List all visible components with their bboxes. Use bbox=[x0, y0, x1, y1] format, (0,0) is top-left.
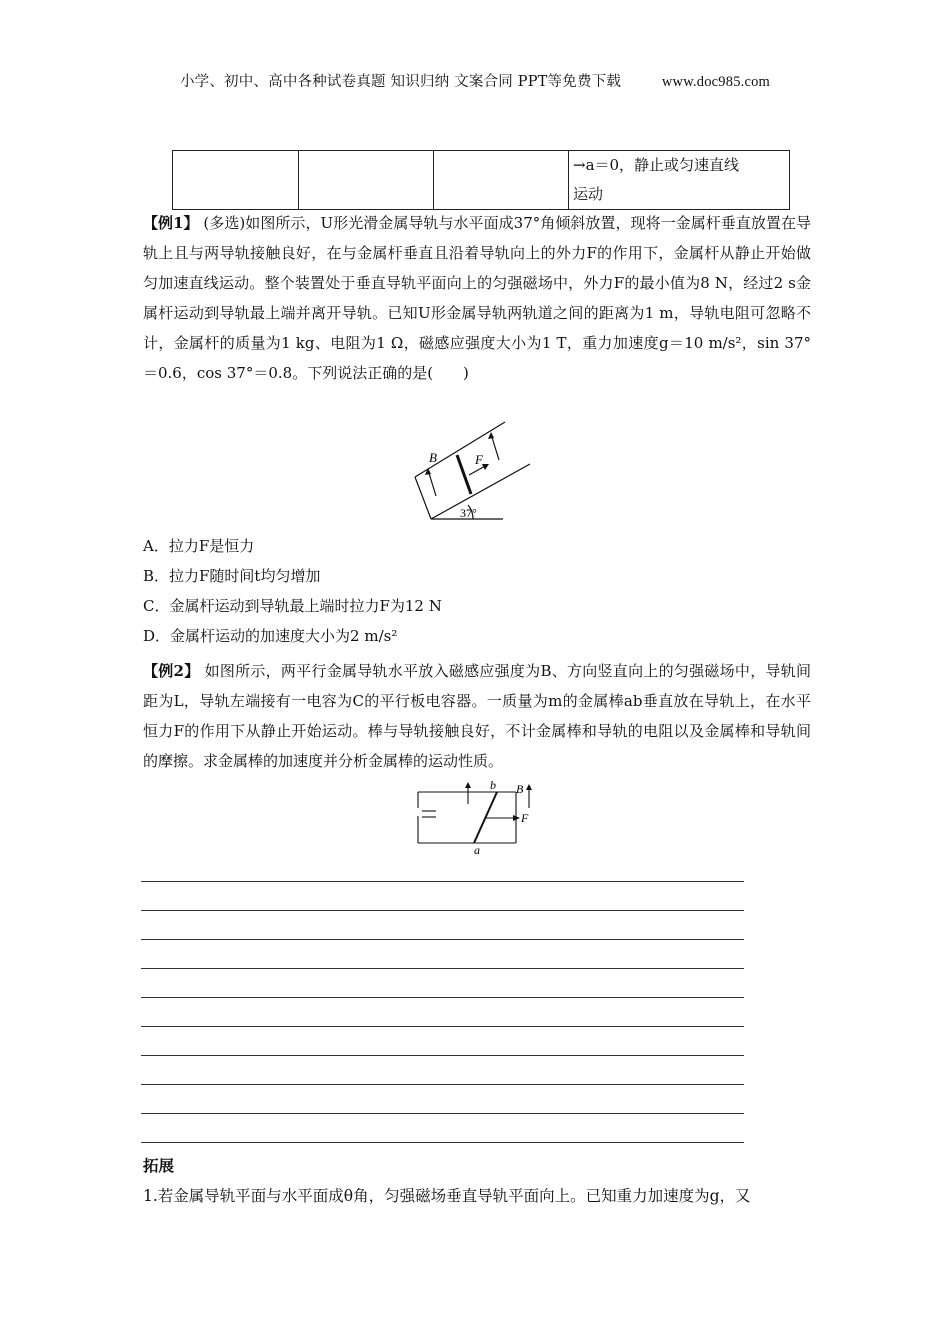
label-force: F bbox=[521, 811, 529, 825]
example1-question bbox=[143, 208, 811, 388]
angle-label: 37° bbox=[460, 506, 477, 520]
answer-line bbox=[141, 910, 744, 911]
label-b-field: B bbox=[516, 782, 524, 796]
cell-line-2: 运动 bbox=[573, 185, 604, 203]
extension-title: 拓展 bbox=[143, 1156, 175, 1175]
table-cell bbox=[434, 151, 569, 210]
example1-figure bbox=[405, 412, 540, 527]
answer-line bbox=[141, 1142, 744, 1143]
label-b: B bbox=[429, 450, 437, 465]
header-text: 小学、初中、高中各种试卷真题 知识归纳 文案合同 PPT等免费下载 bbox=[179, 74, 622, 90]
option-b: B．拉力F随时间t均匀增加 bbox=[143, 567, 321, 585]
example2-figure bbox=[412, 778, 542, 858]
answer-line bbox=[141, 1055, 744, 1056]
rail-lower bbox=[431, 464, 530, 519]
continued-table bbox=[172, 150, 790, 210]
example2-text: 如图所示，两平行金属导轨水平放入磁感应强度为B、方向竖直向上的匀强磁场中，导轨间距为L，导轨左端接有一电容为C的平行板电容器。一质量为m的金属棒ab垂直放在导轨上，在水平恒力F的作用下从静止开始运动。棒与导轨接触良好，不计金属棒和导轨的电阻以及金属棒和导轨间的摩擦。求金属棒的加速度并分析金属棒的运动性质。 bbox=[143, 662, 812, 770]
answer-line bbox=[141, 968, 744, 969]
answer-line bbox=[141, 1026, 744, 1027]
example2-question bbox=[143, 656, 811, 776]
table-cell bbox=[299, 151, 434, 210]
example1-tag: (多选) bbox=[203, 214, 246, 232]
table-cell bbox=[173, 151, 299, 210]
page-header bbox=[0, 70, 950, 91]
b-arrow-left-head bbox=[425, 468, 431, 475]
b-arrow-right-head bbox=[488, 432, 494, 439]
example1-text: 如图所示，U形光滑金属导轨与水平面成37°角倾斜放置，现将一金属杆垂直放置在导轨上且与两导轨接触良好，在与金属杆垂直且沿着导轨向上的外力F的作用下，金属杆从静止开始做匀加速直线运动。整个装置处于垂直导轨平面向上的匀强磁场中，外力F的最小值为8 N，经过2 s金属杆运动到导轨最上端并离开导轨。已知U形金属导轨两轨道之间的距离为1 m，导轨电阻可忽略不计，金属杆的质量为1 kg、电阻为1 Ω，磁感应强度大小为1 T，重力加速度g＝10 m/s²，sin 37°＝0.6，cos 37°＝0.8。下列说法正确的是( ) bbox=[143, 214, 811, 382]
header-site: www.doc985.com bbox=[661, 74, 771, 90]
rail-bottom bbox=[415, 477, 431, 519]
answer-line bbox=[141, 1113, 744, 1114]
extension-text: 1.若金属导轨平面与水平面成θ角，匀强磁场垂直导轨平面向上。已知重力加速度为g，又 bbox=[143, 1187, 751, 1205]
answer-line bbox=[141, 939, 744, 940]
table-row bbox=[173, 151, 790, 210]
cell-line-1: →a＝0，静止或匀速直线 bbox=[573, 156, 740, 174]
option-c: C．金属杆运动到导轨最上端时拉力F为12 N bbox=[143, 597, 442, 615]
answer-line bbox=[141, 1084, 744, 1085]
example2-label: 【例2】 bbox=[143, 662, 200, 680]
label-f: F bbox=[475, 452, 483, 467]
answer-line bbox=[141, 881, 744, 882]
option-d: D．金属杆运动的加速度大小为2 m/s² bbox=[143, 627, 398, 645]
table-cell bbox=[569, 151, 790, 210]
option-a: A．拉力F是恒力 bbox=[143, 537, 255, 555]
label-a: a bbox=[474, 843, 480, 857]
example1-label: 【例1】 bbox=[143, 214, 199, 232]
label-b-small: b bbox=[490, 778, 496, 792]
answer-line bbox=[141, 997, 744, 998]
